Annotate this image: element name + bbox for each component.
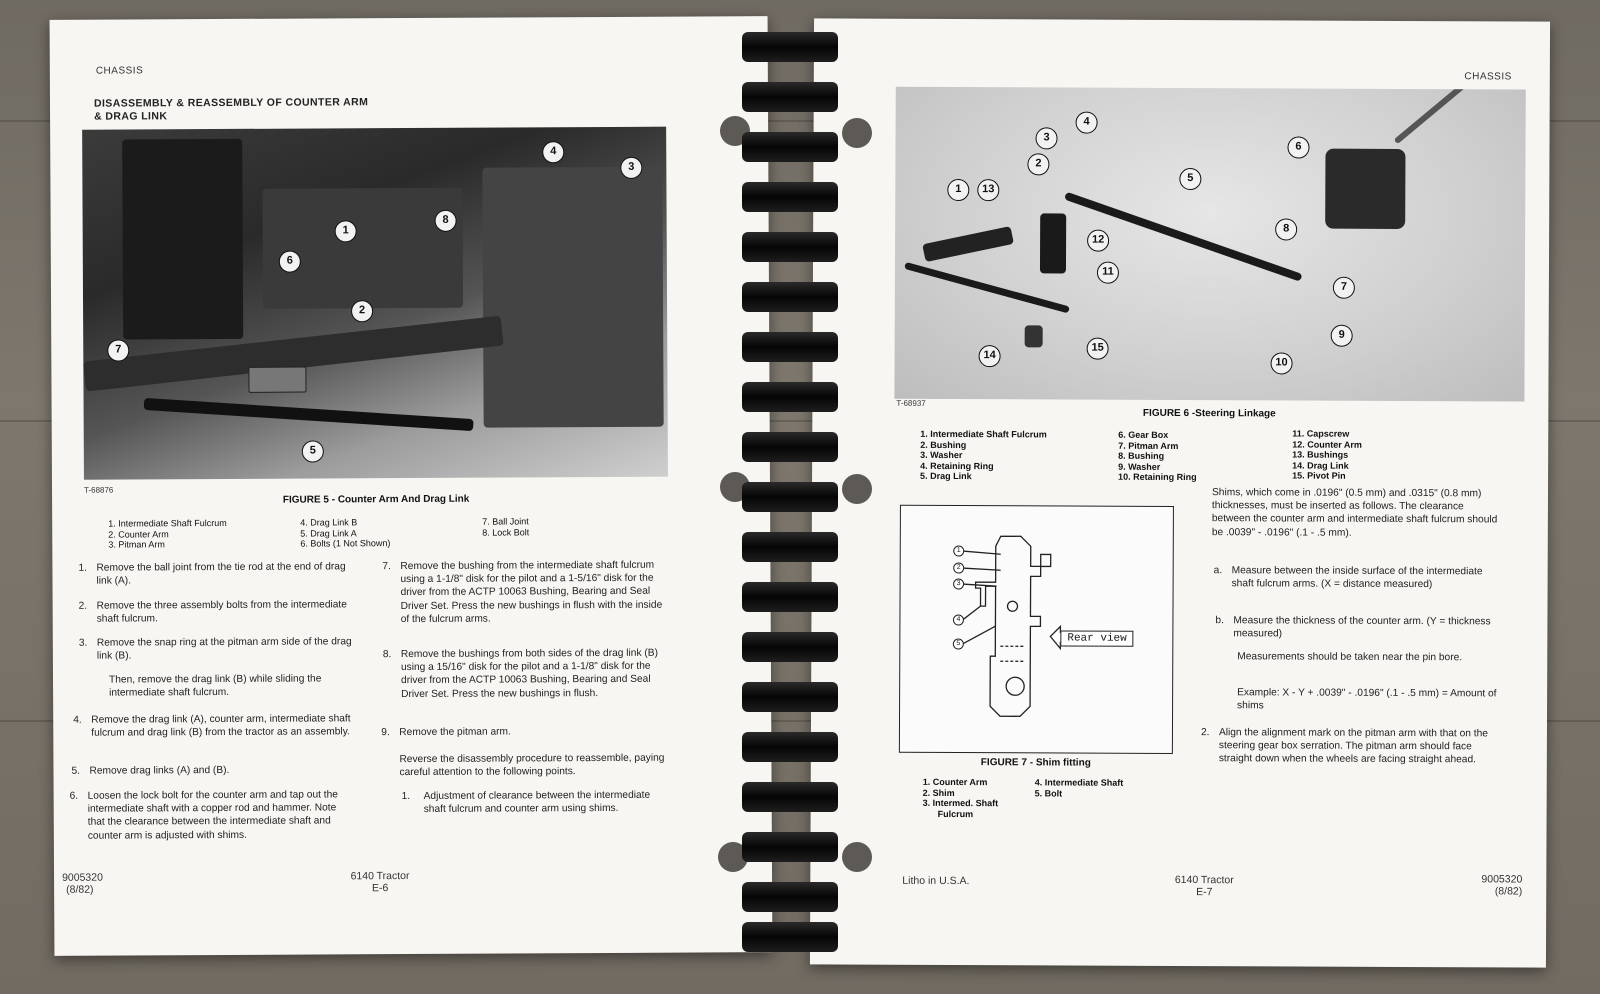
photo-shape — [262, 188, 463, 309]
legend-item: 3. Washer — [920, 449, 963, 461]
footer-page-label — [1154, 874, 1254, 898]
shim-callout-1: 1 — [956, 547, 961, 555]
legend-item: 3. Pitman Arm — [108, 539, 165, 550]
section-title-line2: & DRAG LINK — [94, 110, 168, 123]
photo-shape — [1394, 87, 1475, 144]
binding-ring — [742, 282, 838, 312]
legend-item: 4. Drag Link B — [300, 517, 358, 528]
callout-8: 8 — [435, 210, 457, 232]
legend-item: Fulcrum — [922, 808, 974, 819]
footer-doc-number — [1450, 873, 1522, 897]
step-item: a. Measure between the inside surface of the intermediate shaft fulcrum arms. (X = distance measured) — [1213, 565, 1483, 591]
footer-line: 6140 Tractor — [350, 870, 410, 883]
footer-line: 9005320 — [1481, 873, 1523, 886]
callout-1: 1 — [335, 220, 357, 242]
step-item: 8. Remove the bushings from both sides of the drag link (B) using a 15/16" disk for the pilot and a 1-1/8" disk for the driver from the ACTP 10063 Bushing, Bearing and Seal Driver Set. Press the new bushings in flush. — [382, 647, 659, 700]
step-item: Measurements should be taken near the pin bore. — [1237, 651, 1463, 664]
legend-item: 12. Counter Arm — [1292, 438, 1362, 450]
legend-item: 10. Retaining Ring — [1118, 471, 1197, 483]
legend-item: 6. Bolts (1 Not Shown) — [300, 538, 391, 549]
legend-item: 7. Pitman Arm — [1118, 440, 1179, 451]
legend-item: 6. Gear Box — [1118, 429, 1169, 440]
figure7-caption: FIGURE 7 - Shim fitting — [980, 757, 1091, 769]
callout-13: 13 — [977, 179, 999, 201]
footer-doc-number — [62, 872, 103, 896]
binding-ring — [742, 232, 838, 262]
legend-item: 5. Drag Link A — [300, 527, 357, 539]
binding-ring — [742, 732, 838, 762]
callout-2: 2 — [1027, 153, 1049, 175]
callout-4: 4 — [1076, 112, 1098, 134]
binding-ring — [742, 482, 838, 512]
legend-item: 1. Counter Arm — [922, 776, 988, 788]
legend-item: 1. Intermediate Shaft Fulcrum — [108, 517, 227, 529]
callout-7: 7 — [107, 339, 129, 361]
photo-shape — [1025, 325, 1043, 347]
callout-6: 6 — [279, 251, 301, 273]
photo-shape — [144, 398, 474, 431]
figure6-caption: FIGURE 6 -Steering Linkage — [1142, 407, 1276, 420]
binding-ring — [742, 832, 838, 862]
callout-3: 3 — [1035, 127, 1057, 149]
step-item: 4. Remove the drag link (A), counter arm, intermediate shaft fulcrum and drag link (B) from the tractor as an assembly. — [73, 713, 351, 739]
step-item: 1. Remove the ball joint from the tie rod at the end of drag link (A). — [78, 561, 346, 587]
figure6-legend-col3 — [1292, 428, 1362, 481]
legend-item: 5. Bolt — [1034, 787, 1063, 798]
step-item: Then, remove the drag link (B) while sliding the intermediate shaft fulcrum. — [108, 673, 322, 699]
binding-ring — [742, 782, 838, 812]
figure5-photo — [82, 127, 668, 480]
binding-ring — [742, 182, 838, 212]
figure6-photo — [894, 87, 1525, 402]
step-item: 2. Align the alignment mark on the pitman arm with that on the steering gear box serration. The pitman arm should face straight down when the wheels are facing straight ahead. — [1200, 727, 1488, 766]
figure5-legend-col2 — [300, 517, 390, 549]
legend-item: 9. Washer — [1118, 461, 1161, 472]
footer-line: (8/82) — [66, 883, 94, 896]
step-item: Example: X - Y + .0039" - .0196" (.1 - .5 mm) = Amount of shims — [1237, 687, 1497, 712]
footer-line: 6140 Tractor — [1174, 873, 1234, 887]
footer-line: E-6 — [371, 882, 389, 895]
legend-item: 2. Bushing — [920, 439, 967, 450]
footer-line: 9005320 — [62, 871, 103, 884]
legend-item: 7. Ball Joint — [482, 516, 529, 527]
left-page — [50, 16, 773, 956]
photo-shape — [1325, 149, 1405, 229]
figure5-legend-col1 — [108, 518, 227, 550]
legend-item: 13. Bushings — [1292, 449, 1349, 460]
figure6-legend-col1 — [920, 429, 1047, 482]
step-item: 3. Remove the snap ring at the pitman arm side of the drag link (B). — [78, 636, 352, 662]
shim-callout-3: 3 — [956, 580, 961, 588]
binding-ring — [742, 682, 838, 712]
callout-14: 14 — [979, 345, 1001, 367]
page-header: CHASSIS — [1464, 71, 1512, 83]
photo-shape — [482, 167, 663, 428]
footer-line: E-7 — [1196, 886, 1213, 899]
legend-item: 14. Drag Link — [1292, 459, 1349, 471]
binding-ring — [742, 332, 838, 362]
binding-ring — [742, 882, 838, 912]
legend-item: 5. Drag Link — [920, 470, 972, 482]
warning-label-shape — [248, 367, 306, 393]
step-item: Reverse the disassembly procedure to reassemble, paying careful attention to the following points. — [399, 752, 665, 779]
legend-item: 8. Lock Bolt — [482, 526, 530, 538]
section-title-line1: DISASSEMBLY & REASSEMBLY OF COUNTER ARM — [93, 96, 369, 110]
photo-shape — [922, 226, 1014, 262]
step-item: 1. Adjustment of clearance between the intermediate shaft fulcrum and counter arm using shims. — [401, 789, 651, 816]
callout-4: 4 — [542, 141, 564, 163]
photo-code: T-68876 — [83, 485, 114, 495]
callout-11: 11 — [1097, 262, 1119, 284]
binding-ring — [742, 32, 838, 62]
binding-ring — [742, 82, 838, 112]
legend-item: 8. Bushing — [1118, 450, 1165, 461]
legend-item: 2. Shim — [922, 787, 955, 798]
section-title — [94, 96, 368, 123]
punch-hole — [842, 474, 872, 504]
figure7-diagram — [899, 505, 1174, 754]
binding-ring — [742, 132, 838, 162]
step-item: 2. Remove the three assembly bolts from the intermediate shaft fulcrum. — [78, 599, 347, 625]
callout-1: 1 — [947, 179, 969, 201]
page-header: CHASSIS — [95, 65, 144, 77]
callout-9: 9 — [1331, 325, 1353, 347]
figure7-legend-col1 — [923, 777, 999, 819]
callout-5: 5 — [1179, 168, 1201, 190]
shim-intro: Shims, which come in .0196" (0.5 mm) and .0315" (0.8 mm) thicknesses, must be inserted as follows. The clearance between the counter arm and intermediate shaft fulcrum should be .0039" - .0196" (.1 - .5 mm). — [1211, 487, 1498, 539]
legend-item: 11. Capscrew — [1292, 428, 1350, 439]
callout-7: 7 — [1333, 277, 1355, 299]
legend-item: 2. Counter Arm — [108, 528, 169, 540]
legend-item: 4. Retaining Ring — [920, 460, 994, 471]
legend-item: 4. Intermediate Shaft — [1034, 777, 1124, 788]
rear-view-label: Rear view — [1060, 630, 1133, 646]
legend-item: 1. Intermediate Shaft Fulcrum — [920, 428, 1047, 440]
shim-callout-5: 5 — [956, 640, 961, 648]
step-item: 9. Remove the pitman arm. — [381, 726, 511, 739]
footer-line: (8/82) — [1494, 885, 1523, 898]
binding-ring — [742, 532, 838, 562]
binding-ring — [742, 582, 838, 612]
photo-code: T-68937 — [896, 398, 926, 408]
shim-callout-4: 4 — [956, 616, 961, 624]
binding-ring — [742, 382, 838, 412]
callout-3: 3 — [620, 157, 642, 179]
footer-litho: Litho in U.S.A. — [902, 874, 970, 888]
step-item: 5. Remove drag links (A) and (B). — [71, 764, 230, 777]
callout-6: 6 — [1287, 136, 1309, 158]
callout-2: 2 — [351, 300, 373, 322]
binding-ring — [742, 922, 838, 952]
punch-hole — [842, 118, 872, 148]
callout-12: 12 — [1087, 230, 1109, 252]
callout-10: 10 — [1271, 352, 1293, 374]
footer-page-label — [330, 870, 430, 895]
callout-5: 5 — [302, 440, 324, 462]
step-item: 7. Remove the bushing from the intermediate shaft fulcrum using a 1-1/8" disk for the pilot and a 1-5/16" disk for the driver from the ACTP 10063 Bushing, Bearing and Seal Driver Set. Press the new bushings in flush with the inside of the fulcrum arms. — [382, 559, 663, 625]
photo-shape — [1040, 213, 1066, 273]
figure5-caption: FIGURE 5 - Counter Arm And Drag Link — [282, 493, 470, 506]
binding-ring — [742, 432, 838, 462]
figure5-legend-col3 — [482, 516, 529, 537]
punch-hole — [842, 842, 872, 872]
step-item: b. Measure the thickness of the counter arm. (Y = thickness measured) — [1215, 615, 1491, 640]
right-page — [810, 18, 1550, 967]
legend-item: 15. Pivot Pin — [1292, 470, 1346, 481]
step-item: 6. Loosen the lock bolt for the counter arm and tap out the intermediate shaft with a copper rod and hammer. Note that the clearance between the intermediate shaft and counter arm is adjusted with shims. — [69, 789, 338, 842]
figure7-legend-col2 — [1035, 777, 1124, 798]
legend-item: 3. Intermed. Shaft — [922, 797, 999, 809]
callout-8: 8 — [1275, 218, 1297, 240]
shim-callout-2: 2 — [956, 564, 961, 572]
figure6-legend-col2 — [1118, 430, 1197, 483]
callout-15: 15 — [1087, 338, 1109, 360]
shim-drawing — [900, 506, 1173, 753]
binding-ring — [742, 632, 838, 662]
photo-shape — [122, 139, 243, 340]
